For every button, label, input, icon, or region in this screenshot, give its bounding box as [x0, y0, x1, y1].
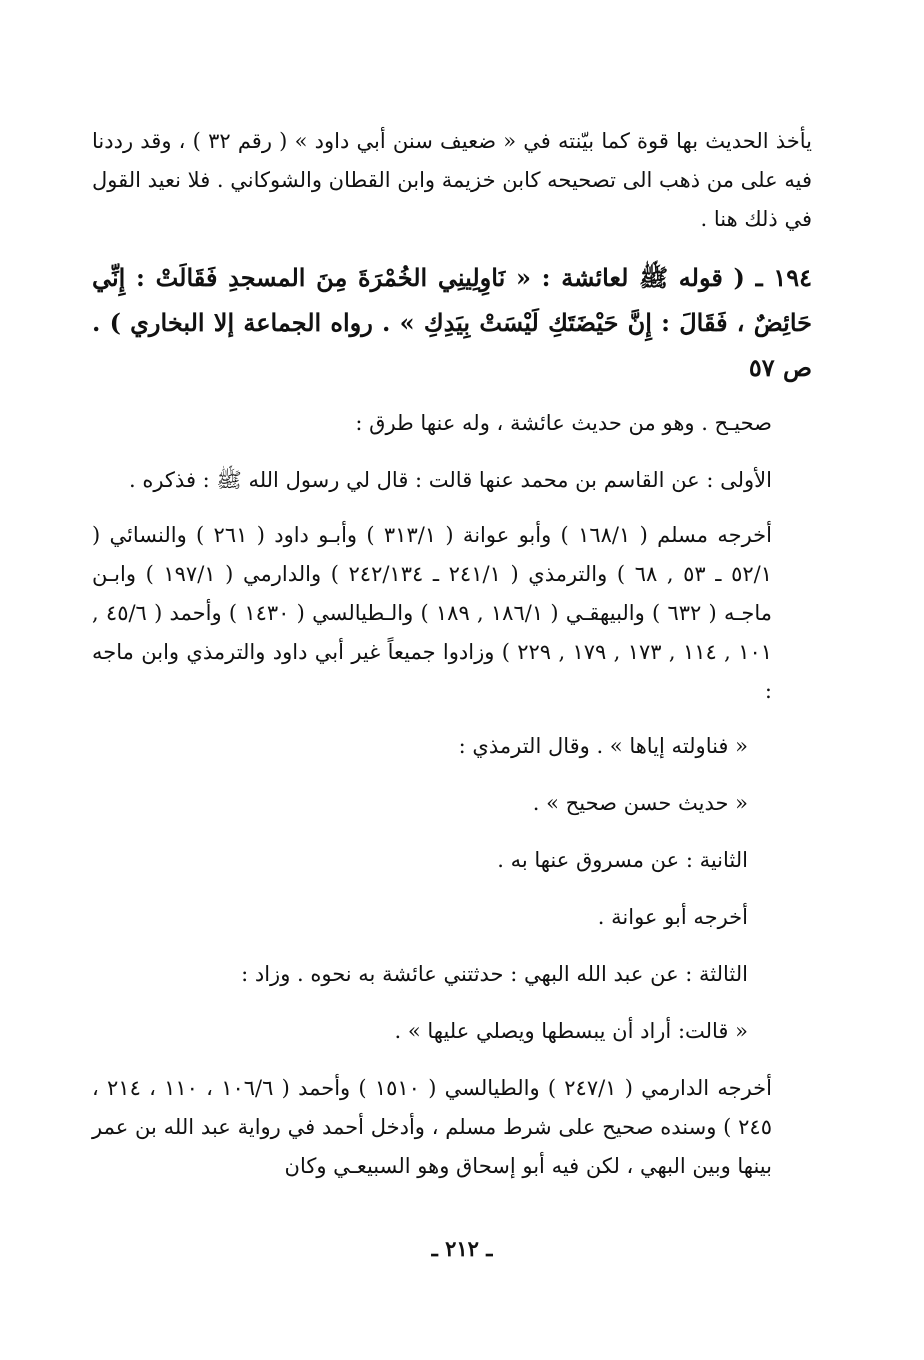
takhrij-second: أخرجه أبو عوانة .	[597, 905, 748, 929]
grading-line: صحيـح . وهو من حديث عائشة ، وله عنها طرق :	[355, 411, 772, 435]
addition-quote-third: « قالت: أراد أن يبسطها ويصلي عليها » .	[394, 1019, 748, 1043]
route-second: الثانية : عن مسروق عنها به .	[497, 848, 748, 872]
paragraph-intro: يأخذ الحديث بها قوة كما بيّنته في « ضعيف سنن أبي داود » ( رقم ٣٢ ) ، وقد رددنا فيه على من ذهب الى تصحيحه كابن خزيمة وابن القطان والشوكاني . فلا نعيد القول في ذلك هنا .	[92, 129, 812, 231]
route-third: الثالثة : عن عبد الله البهي : حدثتني عائشة به نحوه . وزاد :	[241, 962, 748, 986]
addition-quote: « فناولته إياها » . وقال الترمذي :	[458, 734, 748, 758]
hadith-heading: ١٩٤ ـ ( قوله ﷺ لعائشة : « نَاوِلِينِي الخُمْرَةَ مِنَ المسجدِ فَقَالَتْ : إِنِّي حَائِضٌ ، فَقَالَ : إِنَّ حَيْضَتَكِ لَيْسَتْ بِيَدِكِ » . رواه الجماعة إلا البخاري ) . ص ٥٧	[92, 263, 812, 382]
takhrij-third: أخرجه الدارمي ( ٢٤٧/١ ) والطيالسي ( ١٥١٠ ) وأحمد ( ١٠٦/٦ ، ١١٠ ، ٢١٤ ، ٢٤٥ ) وسنده صحيح على شرط مسلم ، وأدخل أحمد في رواية عبد الله بن عمر بينها وبين البهي ، لكن فيه أبو إسحاق وهو السبيعـي وكان	[92, 1076, 772, 1178]
page-number: ـ ٢١٢ ـ	[431, 1236, 493, 1261]
tirmidhi-quote: « حديث حسن صحيح » .	[532, 791, 748, 815]
takhrij-first: أخرجه مسلم ( ١٦٨/١ ) وأبو عوانة ( ٣١٣/١ ) وأبـو داود ( ٢٦١ ) والنسائي ( ٥٢/١ ـ ٥٣ , ٦٨ ) والترمذي ( ٢٤١/١ ـ ٢٤٢/١٣٤ ) والدارمي ( ١٩٧/١ ) وابـن ماجـه ( ٦٣٢ ) والبيهقـي ( ١٨٦/١ , ١٨٩ ) والـطيالسي ( ١٤٣٠ ) وأحمد ( ٤٥/٦ , ١٠١ , ١١٤ , ١٧٣ , ١٧٩ , ٢٢٩ ) وزادوا جميعاً غير أبي داود والترمذي وابن ماجه :	[92, 523, 773, 703]
route-first: الأولى : عن القاسم بن محمد عنها قالت : قال لي رسول الله ﷺ : فذكره .	[128, 468, 772, 492]
